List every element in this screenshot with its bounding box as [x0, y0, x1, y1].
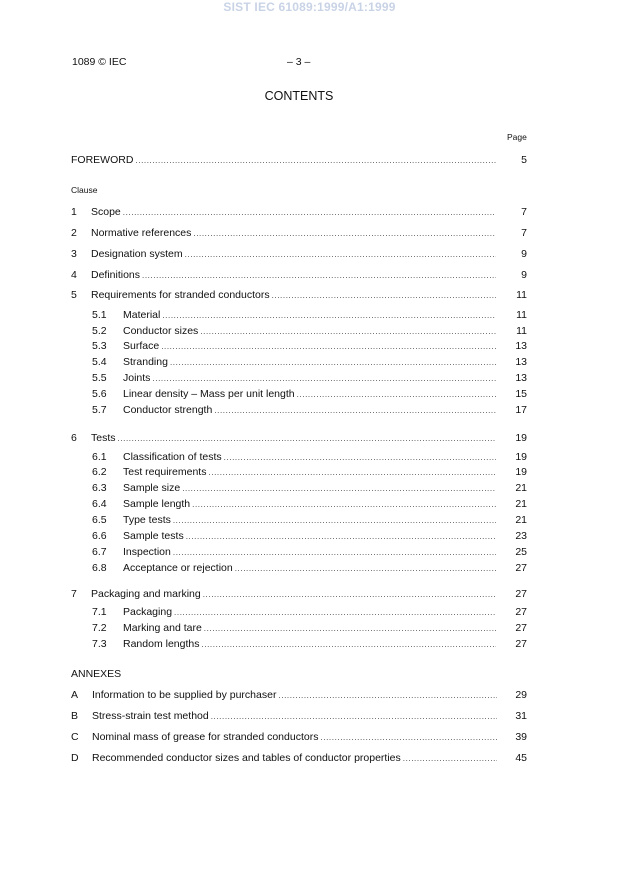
toc-entry-number: 5.3 — [92, 340, 107, 352]
annex-label: Information to be supplied by purchaser — [92, 689, 277, 701]
clause-label: Clause — [71, 185, 98, 195]
toc-entry-label: Scope — [91, 206, 121, 218]
page-title: CONTENTS — [264, 89, 334, 103]
annex-entry[interactable] — [92, 710, 497, 724]
toc-entry-page: 27 — [515, 562, 527, 574]
toc-entry[interactable] — [91, 248, 496, 262]
leader-dots — [186, 532, 496, 541]
toc-entry[interactable] — [123, 388, 496, 402]
leader-dots — [297, 390, 496, 399]
toc-entry[interactable] — [123, 606, 496, 620]
toc-entry-label: Marking and tare — [123, 622, 202, 634]
toc-entry-page: 27 — [515, 622, 527, 634]
toc-entry-label: FOREWORD — [71, 154, 134, 166]
toc-entry-number: 4 — [71, 269, 77, 281]
leader-dots — [403, 754, 497, 763]
toc-entry-number: 6.2 — [92, 466, 107, 478]
leader-dots — [152, 374, 496, 383]
toc-entry-page: 27 — [515, 588, 527, 600]
toc-entry-number: 6.6 — [92, 530, 107, 542]
toc-entry[interactable] — [123, 340, 496, 354]
annex-page: 39 — [515, 731, 527, 743]
toc-entry-label: Packaging and marking — [91, 588, 201, 600]
toc-entry-label: Linear density – Mass per unit length — [123, 388, 295, 400]
toc-entry-page: 13 — [515, 356, 527, 368]
leader-dots — [123, 208, 496, 217]
leader-dots — [161, 342, 496, 351]
annexes-heading: ANNEXES — [71, 668, 122, 680]
toc-entry-number: 6 — [71, 432, 77, 444]
toc-entry[interactable] — [91, 269, 496, 283]
leader-dots — [173, 548, 496, 557]
toc-entry-page: 21 — [515, 482, 527, 494]
toc-entry-label: Designation system — [91, 248, 183, 260]
toc-entry-label: Conductor sizes — [123, 325, 199, 337]
toc-entry-number: 6.5 — [92, 514, 107, 526]
toc-entry[interactable] — [123, 638, 496, 652]
annex-page: 45 — [515, 752, 527, 764]
toc-entry-label: Conductor strength — [123, 404, 213, 416]
annex-label: Nominal mass of grease for stranded conductors — [92, 731, 319, 743]
toc-entry[interactable] — [123, 562, 496, 576]
leader-dots — [320, 733, 497, 742]
toc-entry-label: Joints — [123, 372, 151, 384]
leader-dots — [142, 271, 496, 280]
toc-entry-number: 6.1 — [92, 451, 107, 463]
leader-dots — [272, 291, 496, 300]
toc-entry-label: Surface — [123, 340, 160, 352]
toc-entry-number: 6.4 — [92, 498, 107, 510]
toc-entry-label: Random lengths — [123, 638, 200, 650]
toc-entry-label: Normative references — [91, 227, 192, 239]
toc-entry[interactable] — [123, 356, 496, 370]
leader-dots — [278, 691, 497, 700]
toc-entry-page: 21 — [515, 498, 527, 510]
toc-entry-page: 19 — [515, 451, 527, 463]
toc-entry-page: 11 — [516, 289, 527, 301]
toc-entry-page: 19 — [515, 432, 527, 444]
leader-dots — [118, 434, 496, 443]
leader-dots — [192, 500, 496, 509]
toc-entry[interactable] — [123, 482, 496, 496]
toc-entry[interactable] — [123, 325, 496, 339]
leader-dots — [201, 640, 496, 649]
toc-entry-number: 1 — [71, 206, 77, 218]
leader-dots — [200, 327, 496, 336]
annex-label: Recommended conductor sizes and tables of conductor properties — [92, 752, 401, 764]
toc-entry[interactable] — [123, 309, 496, 323]
toc-entry-label: Requirements for stranded conductors — [91, 289, 270, 301]
toc-entry-number: 7.2 — [92, 622, 107, 634]
leader-dots — [170, 358, 496, 367]
toc-entry-page: 21 — [515, 514, 527, 526]
toc-entry-page: 19 — [515, 466, 527, 478]
toc-entry-label: Test requirements — [123, 466, 207, 478]
toc-entry[interactable] — [123, 622, 496, 636]
annex-entry[interactable] — [92, 752, 497, 766]
leader-dots — [185, 250, 496, 259]
toc-entry-page: 5 — [521, 154, 527, 166]
toc-entry-number: 7 — [71, 588, 77, 600]
toc-entry-number: 5.2 — [92, 325, 107, 337]
annex-letter: A — [71, 689, 79, 701]
toc-entry-number: 5.5 — [92, 372, 107, 384]
leader-dots — [214, 406, 496, 415]
toc-entry-page: 7 — [521, 227, 527, 239]
annex-letter: D — [71, 752, 79, 764]
toc-entry-number: 7.1 — [92, 606, 107, 618]
toc-entry-page: 7 — [521, 206, 527, 218]
header-page-number: – 3 – — [287, 56, 311, 68]
toc-entry-page: 23 — [515, 530, 527, 542]
watermark: SIST IEC 61089:1999/A1:1999 — [223, 0, 396, 14]
toc-entry[interactable] — [123, 372, 496, 386]
leader-dots — [162, 311, 496, 320]
leader-dots — [203, 590, 496, 599]
toc-entry[interactable] — [91, 588, 496, 602]
toc-entry-label: Packaging — [123, 606, 173, 618]
toc-entry-number: 5.6 — [92, 388, 107, 400]
toc-entry-label: Tests — [91, 432, 116, 444]
annex-page: 31 — [515, 710, 527, 722]
toc-entry[interactable] — [123, 451, 496, 465]
toc-entry[interactable] — [123, 514, 496, 528]
toc-entry-page: 27 — [515, 606, 527, 618]
page-column-label: Page — [507, 132, 527, 142]
leader-dots — [204, 624, 496, 633]
toc-entry-number: 5.4 — [92, 356, 107, 368]
annex-entry[interactable] — [92, 731, 497, 745]
toc-entry-number: 6.7 — [92, 546, 107, 558]
toc-entry-label: Type tests — [123, 514, 171, 526]
toc-entry-number: 7.3 — [92, 638, 107, 650]
toc-entry-number: 6.3 — [92, 482, 107, 494]
toc-entry-number: 5.7 — [92, 404, 107, 416]
leader-dots — [173, 516, 496, 525]
toc-entry-label: Sample tests — [123, 530, 184, 542]
toc-entry[interactable] — [123, 404, 496, 418]
toc-entry-page: 13 — [515, 372, 527, 384]
toc-entry-page: 9 — [521, 269, 527, 281]
toc-entry-number: 2 — [71, 227, 77, 239]
leader-dots — [135, 156, 496, 165]
toc-entry-page: 11 — [516, 325, 527, 337]
toc-entry[interactable] — [123, 466, 496, 480]
toc-entry-page: 9 — [521, 248, 527, 260]
toc-entry[interactable] — [91, 227, 496, 241]
toc-entry[interactable] — [123, 546, 496, 560]
leader-dots — [182, 484, 496, 493]
toc-entry-number: 6.8 — [92, 562, 107, 574]
toc-entry-label: Inspection — [123, 546, 171, 558]
annex-label: Stress-strain test method — [92, 710, 209, 722]
toc-entry-label: Definitions — [91, 269, 141, 281]
leader-dots — [211, 712, 497, 721]
toc-entry-label: Sample length — [123, 498, 191, 510]
toc-entry-page: 27 — [515, 638, 527, 650]
annex-entry[interactable] — [92, 689, 497, 703]
toc-entry-foreword[interactable] — [71, 154, 496, 168]
toc-entry-page: 13 — [515, 340, 527, 352]
toc-entry-label: Acceptance or rejection — [123, 562, 233, 574]
leader-dots — [174, 608, 496, 617]
leader-dots — [235, 564, 496, 573]
toc-entry[interactable] — [123, 498, 496, 512]
toc-entry-page: 11 — [516, 309, 527, 321]
annex-page: 29 — [515, 689, 527, 701]
leader-dots — [208, 468, 496, 477]
toc-entry-label: Stranding — [123, 356, 168, 368]
toc-entry-page: 25 — [515, 546, 527, 558]
leader-dots — [224, 453, 496, 462]
annex-letter: B — [71, 710, 79, 722]
toc-entry-label: Sample size — [123, 482, 181, 494]
toc-entry-label: Material — [123, 309, 161, 321]
toc-entry[interactable] — [123, 530, 496, 544]
toc-entry-page: 17 — [515, 404, 527, 416]
toc-entry-number: 5.1 — [92, 309, 107, 321]
annex-letter: C — [71, 731, 79, 743]
toc-entry-number: 5 — [71, 289, 77, 301]
toc-entry[interactable] — [91, 206, 496, 220]
toc-entry-page: 15 — [515, 388, 527, 400]
header-left: 1089 © IEC — [72, 56, 127, 68]
toc-entry-number: 3 — [71, 248, 77, 260]
toc-entry[interactable] — [91, 432, 496, 446]
toc-entry[interactable] — [91, 289, 496, 303]
leader-dots — [193, 229, 496, 238]
toc-entry-label: Classification of tests — [123, 451, 222, 463]
